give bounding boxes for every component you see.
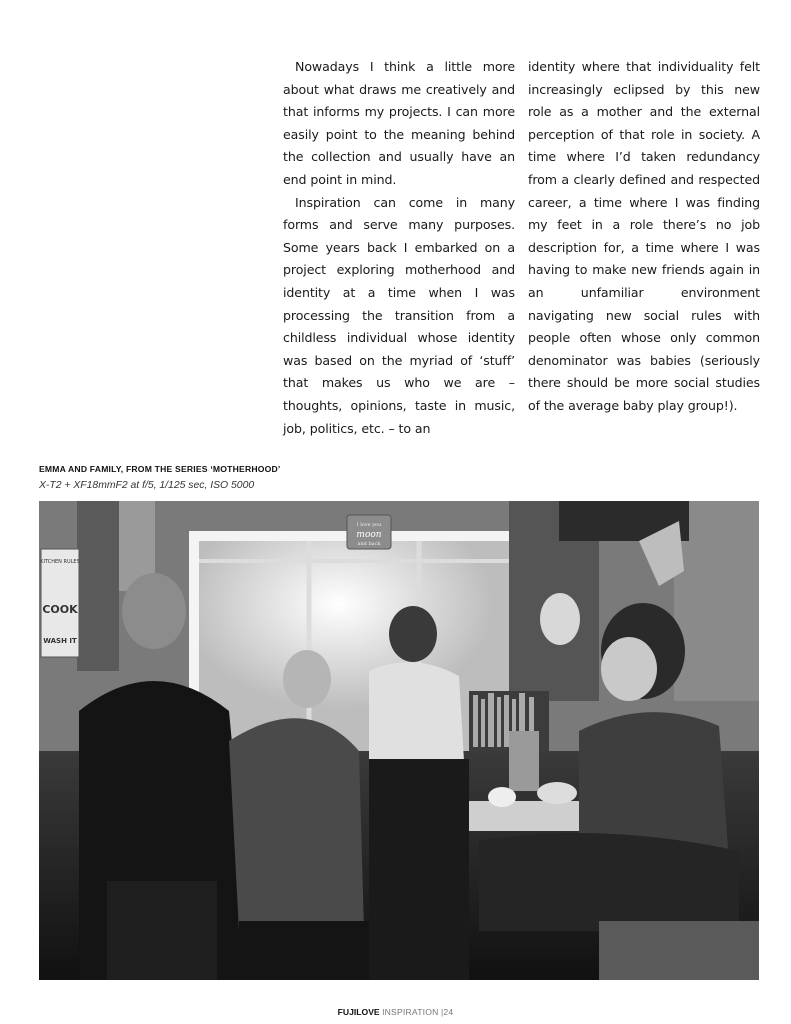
sign-moon-line3: and back: [357, 541, 381, 547]
photo-caption-settings: X-T2 + XF18mmF2 at f/5, 1/125 sec, ISO 5000: [39, 480, 255, 491]
article-column-left: [283, 56, 515, 440]
footer-section: INSPIRATION: [382, 1007, 439, 1017]
photo-emma-and-family: [39, 501, 759, 980]
paragraph: Nowadays I think a little more about what draws me creatively and that informs my projects. I can more easily point to the meaning behind the collection and usually have an end point in mind.: [283, 59, 515, 187]
page-footer: [0, 1007, 791, 1017]
article-column-right: [528, 56, 760, 440]
footer-brand: FUJILOVE: [337, 1007, 380, 1017]
sign-kitchen-line3: WASH IT: [43, 637, 77, 645]
sign-moon-line2: moon: [356, 530, 382, 540]
sign-kitchen-line1: KITCHEN RULES: [40, 559, 80, 565]
footer-separator: |: [440, 1007, 444, 1017]
paragraph: Inspiration can come in many forms and serve many purposes. Some years back I embarked on a project exploring motherhood and identity at a time when I was processing the transition from a childless individual whose identity was based on the myriad of ‘stuff’ that makes us who we are – thoughts, opinions, taste in music, job, politics, etc. – to an: [283, 194, 515, 436]
article-columns: [283, 56, 760, 440]
sign-moon-line1: I love you: [356, 522, 382, 528]
paragraph: identity where that individuality felt increasingly eclipsed by this new role as a mother and the external perception of that role in society. A time where I’d taken redundancy from a clearly defined and respected career, a time where I was finding my feet in a role there’s no job description for, a time where I was having to make new friends again in an unfamiliar environment navigating new social rules with people often whose only common denominator was babies (seriously there should be more social studies of the average baby play group!).: [528, 59, 760, 413]
footer-page-number: 24: [443, 1007, 454, 1017]
photo-illustration: [39, 501, 759, 980]
sign-kitchen-line2: COOK: [42, 603, 78, 616]
photo-caption-title: EMMA AND FAMILY, FROM THE SERIES ‘MOTHERHOOD’: [39, 464, 281, 474]
